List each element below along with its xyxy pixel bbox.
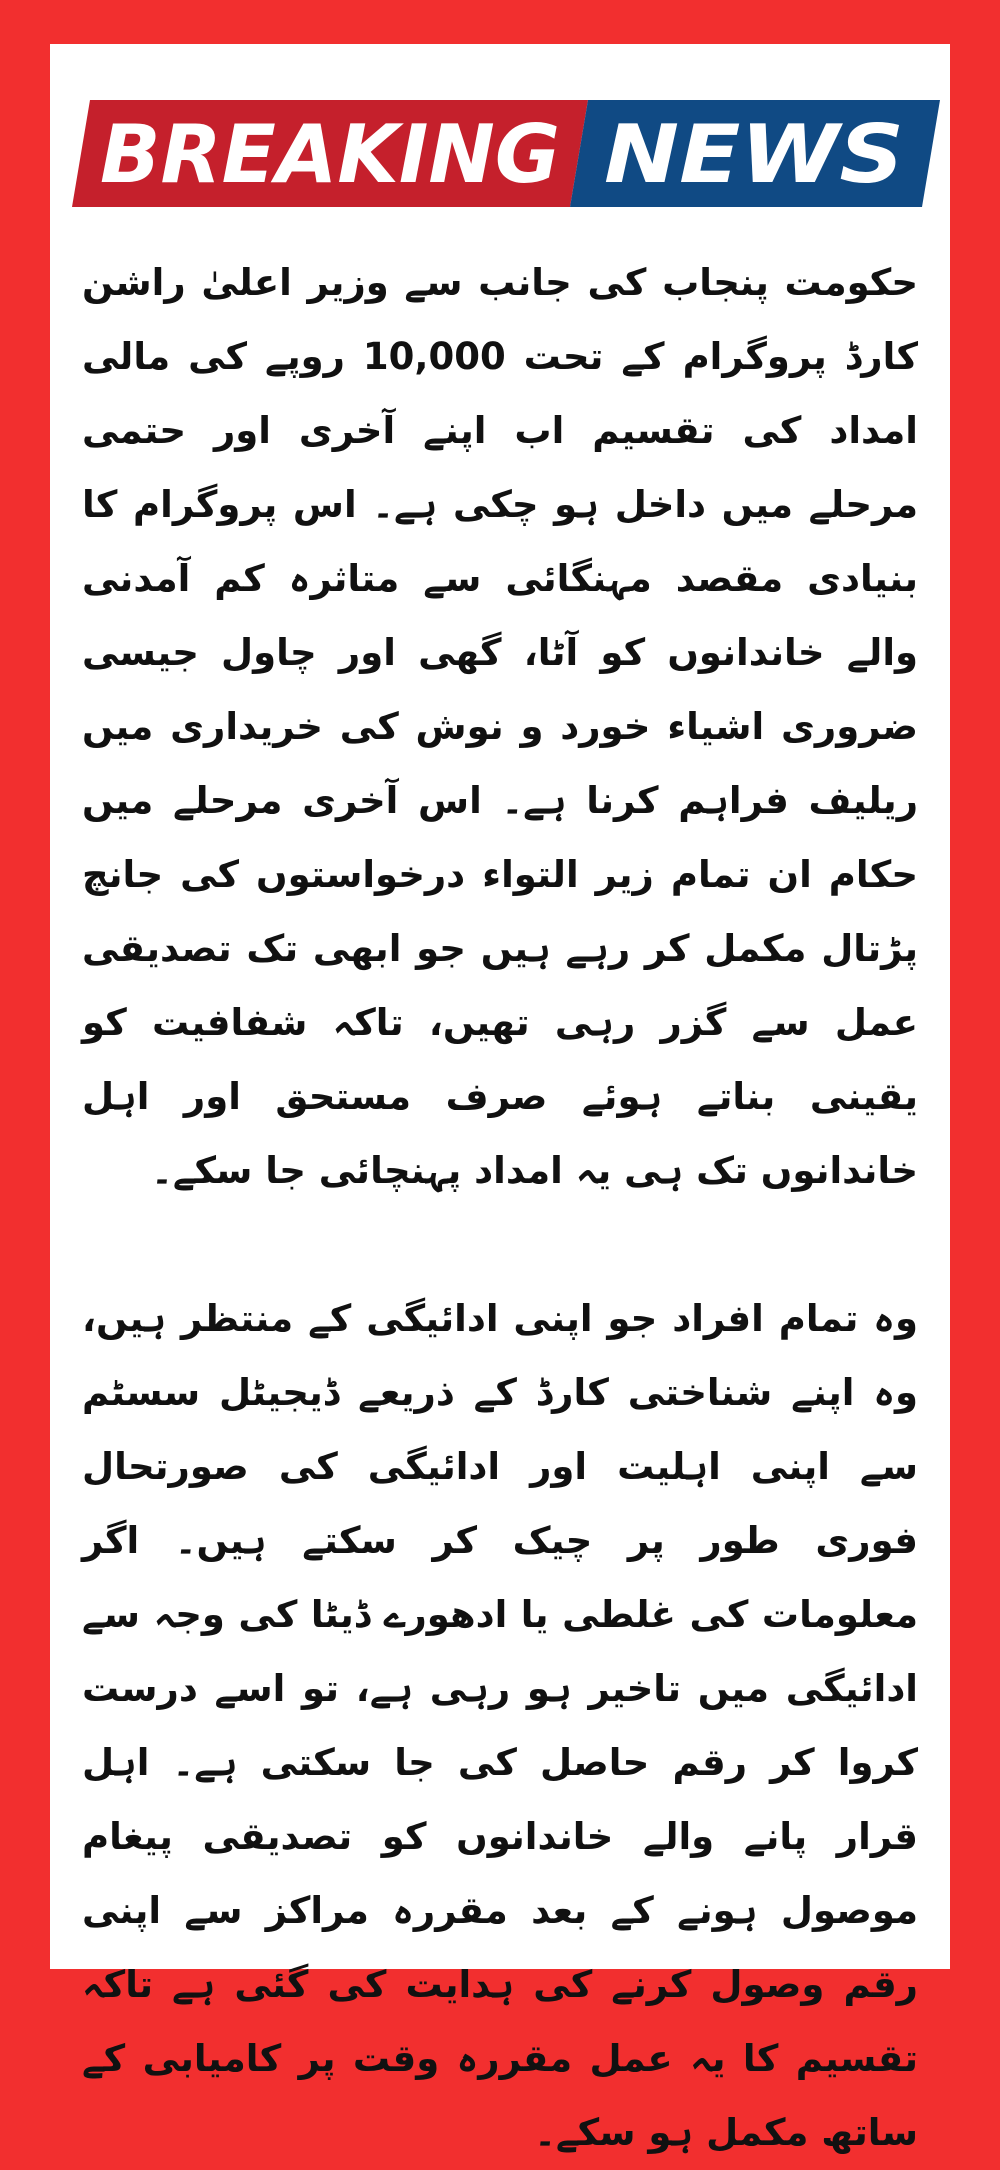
article-card: [50, 44, 950, 2154]
banner-word-news: NEWS: [604, 108, 904, 201]
article-body: [82, 246, 918, 2170]
banner-word-breaking: BREAKING: [100, 108, 560, 201]
breaking-news-graphic: [72, 100, 940, 207]
article-paragraph-2: وہ تمام افراد جو اپنی ادائیگی کے منتظر ہیں، وہ اپنے شناختی کارڈ کے ذریعے ڈیجیٹل سسٹم سے اپنی اہلیت اور ادائیگی کی صورتحال فوری طور پر چیک کر سکتے ہیں۔ اگر معلومات کی غلطی یا ادھورے ڈیٹا کی وجہ سے ادائیگی میں تاخیر ہو رہی ہے، تو اسے درست کروا کر رقم حاصل کی جا سکتی ہے۔ اہل قرار پانے والے خاندانوں کو تصدیقی پیغام موصول ہونے کے بعد مقررہ مراکز سے اپنی رقم وصول کرنے کی ہدایت کی گئی ہے تاکہ تقسیم کا یہ عمل مقررہ وقت پر کامیابی کے ساتھ مکمل ہو سکے۔: [82, 1297, 918, 2154]
article-paragraph-1: حکومت پنجاب کی جانب سے وزیر اعلیٰ راشن کارڈ پروگرام کے تحت 10,000 روپے کی مالی امداد کی تقسیم اب اپنے آخری اور حتمی مرحلے میں داخل ہو چکی ہے۔ اس پروگرام کا بنیادی مقصد مہنگائی سے متاثرہ کم آمدنی والے خاندانوں کو آٹا، گھی اور چاول جیسی ضروری اشیاء خورد و نوش کی خریداری میں ریلیف فراہم کرنا ہے۔ اس آخری مرحلے میں حکام ان تمام زیر التواء درخواستوں کی جانچ پڑتال مکمل کر رہے ہیں جو ابھی تک تصدیقی عمل سے گزر رہی تھیں، تاکہ شفافیت کو یقینی بناتے ہوئے صرف مستحق اور اہل خاندانوں تک ہی یہ امداد پہنچائی جا سکے۔: [82, 261, 918, 1192]
breaking-news-banner: [72, 100, 940, 207]
